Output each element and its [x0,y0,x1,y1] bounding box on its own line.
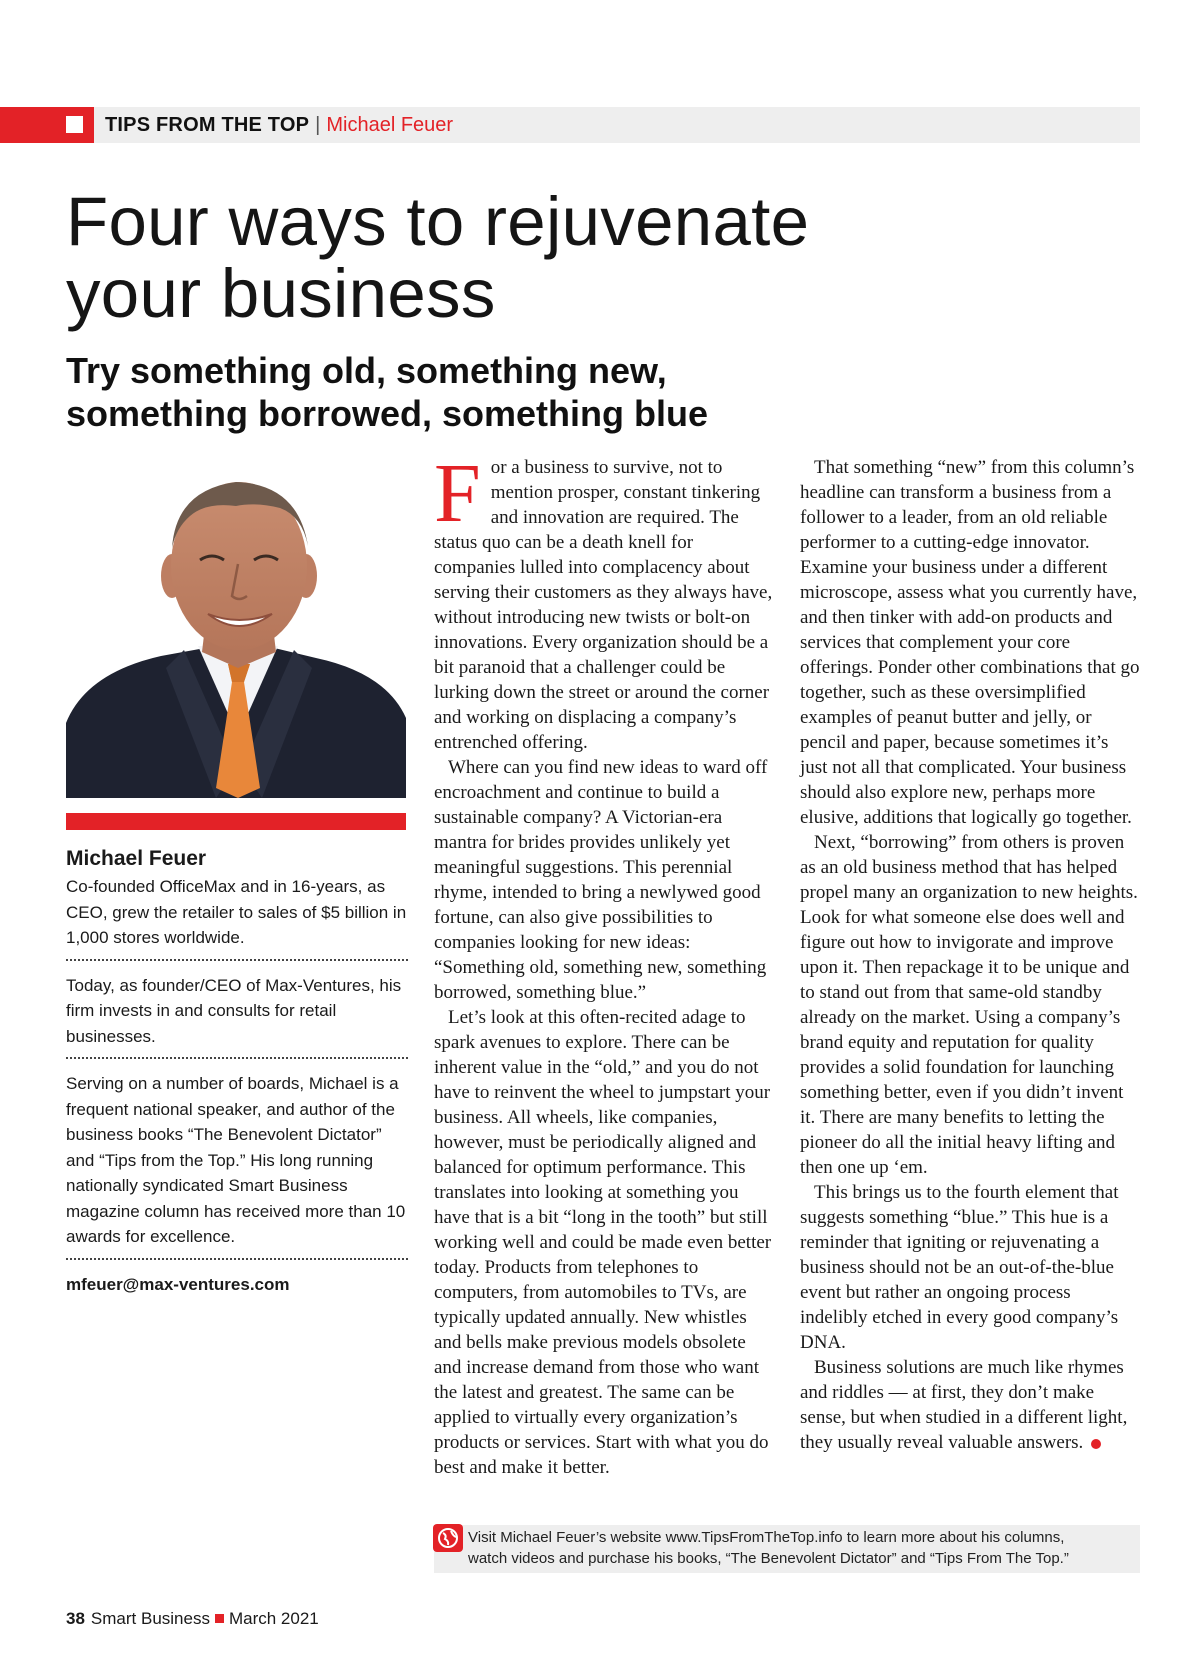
promo-line-1[interactable]: Visit Michael Feuer’s website www.TipsFromTheTop.info to learn more about his columns, [468,1529,1065,1546]
title-line-2: your business [66,255,496,332]
article-paragraph-4: That something “new” from this column’s headline can transform a business from a follower to a leader, from an old reliable performer to a cutting-edge innovator. Examine your business under a different microscope, assess what you currently have, and then tinker with add-on products and services that complement your core offerings. Ponder other combinations that go together, such as these oversimplified examples of peanut butter and jelly, or pencil and paper, because sometimes it’s just not all that complicated. Your business should also explore new, perhaps more elusive, additions that logically go together. [800,457,1140,828]
page-footer [66,1607,319,1631]
article-paragraph-7 [800,1355,1140,1455]
author-photo [66,468,406,798]
drop-cap: F [434,447,481,540]
author-portrait-icon [66,468,406,798]
issue-date: March 2021 [228,1609,319,1628]
article-title [66,183,1146,332]
end-mark-icon [1091,1439,1101,1449]
article-paragraph-1 [434,447,774,755]
bio-paragraph-3: Serving on a number of boards, Michael is a frequent national speaker, and author of the business books “The Benevolent Dictator” and “Tips from the Top.” His long running nationally syndicated Smart Business magazine column has received more than 10 awards for excellence. [66,1074,406,1246]
bio-paragraph-1: Co-founded OfficeMax and in 16-years, as CEO, grew the retailer to sales of $5 billion in 1,000 stores worldwide. [66,877,407,947]
article-paragraph-1-text: or a business to survive, not to mention prosper, constant tinkering and innovation are required. The status quo can be a death knell for companies lulled into complacency about serving their customers as they always have, without introducing new twists or bolt-on innovations. Every organization should be a bit paranoid that a challenger could be lurking down the street or around the corner and working on displacing a company’s entrenched offering. [434,457,773,753]
footer-square-icon [215,1614,224,1623]
article-paragraph-2: Where can you find new ideas to ward off encroachment and continue to build a sustainable company? A Victorian-era mantra for brides provides unlikely yet meaningful suggestions. This perennial rhyme, intended to bring a newlywed good fortune, can also give possibilities to companies looking for new ideas: “Something old, something new, something borrowed, something blue.” [434,757,768,1003]
article-paragraph-3: Let’s look at this often-recited adage to spark avenues to explore. There can be inherent value in the “old,” and you do not have to reinvent the wheel to jumpstart your business. All wheels, like companies, however, must be periodically aligned and balanced for optimum performance. This translates into looking at something you have that is a bit “long in the tooth” but still working well and could be made even better today. Products from telephones to computers, from automobiles to TVs, are typically updated annually. New whistles and bells make previous models obsolete and increase demand from those who want the latest and greatest. The same can be applied to virtually every organization’s products or services. Start with what you do best and make it better. [434,1007,772,1478]
article-paragraph-6: This brings us to the fourth element that suggests something “blue.” This hue is a reminder that igniting or rejuvenating a business should not be an out-of-the-blue event but rather an ongoing process indelibly etched in every good company’s DNA. [800,1182,1119,1353]
section-kicker: TIPS FROM THE TOP [105,114,310,136]
header-square-icon [66,116,83,133]
author-email-link[interactable]: mfeuer@max-ventures.com [66,1274,290,1294]
globe-icon [433,1524,463,1552]
dotted-divider [66,1057,408,1059]
dotted-divider [66,1258,408,1260]
article-column-1 [434,447,774,1480]
article-paragraph-5: Next, “borrowing” from others is proven as an old business method that has helped propel many an organization to new heights. Look for what someone else does well and figure out how to invigorate and improve upon it. Then repackage it to be unique and to stand out from that same-old standby already on the market. Using a company’s brand equity and reputation for quality provides a solid foundation for launching something better, even if you didn’t invent it. There are many benefits to letting the pioneer do all the initial heavy lifting and then one up ‘em. [800,832,1138,1178]
promo-text [468,1527,1136,1569]
article-paragraph-7-text: Business solutions are much like rhymes and riddles — at first, they don’t make sense, but when studied in a different light, they usually reveal valuable answers. [800,1357,1128,1453]
subtitle-line-1: Try something old, something new, [66,350,667,391]
bio-accent-bar [66,813,406,830]
bio-name: Michael Feuer [66,847,207,870]
subtitle-line-2: something borrowed, something blue [66,393,709,434]
section-header [105,107,453,143]
promo-line-2: watch videos and purchase his books, “The Benevolent Dictator” and “Tips From The Top.” [468,1550,1069,1567]
dotted-divider [66,959,408,961]
title-line-1: Four ways to rejuvenate [66,183,810,260]
page-number: 38 [66,1609,85,1628]
article-column-2 [800,455,1140,1455]
publication-name: Smart Business [90,1609,210,1628]
header-separator: | [315,114,321,136]
author-bio [66,844,408,1297]
header-author: Michael Feuer [326,114,454,136]
bio-paragraph-2: Today, as founder/CEO of Max-Ventures, his firm invests in and consults for retail businesses. [66,975,402,1046]
article-subtitle [66,349,1066,435]
